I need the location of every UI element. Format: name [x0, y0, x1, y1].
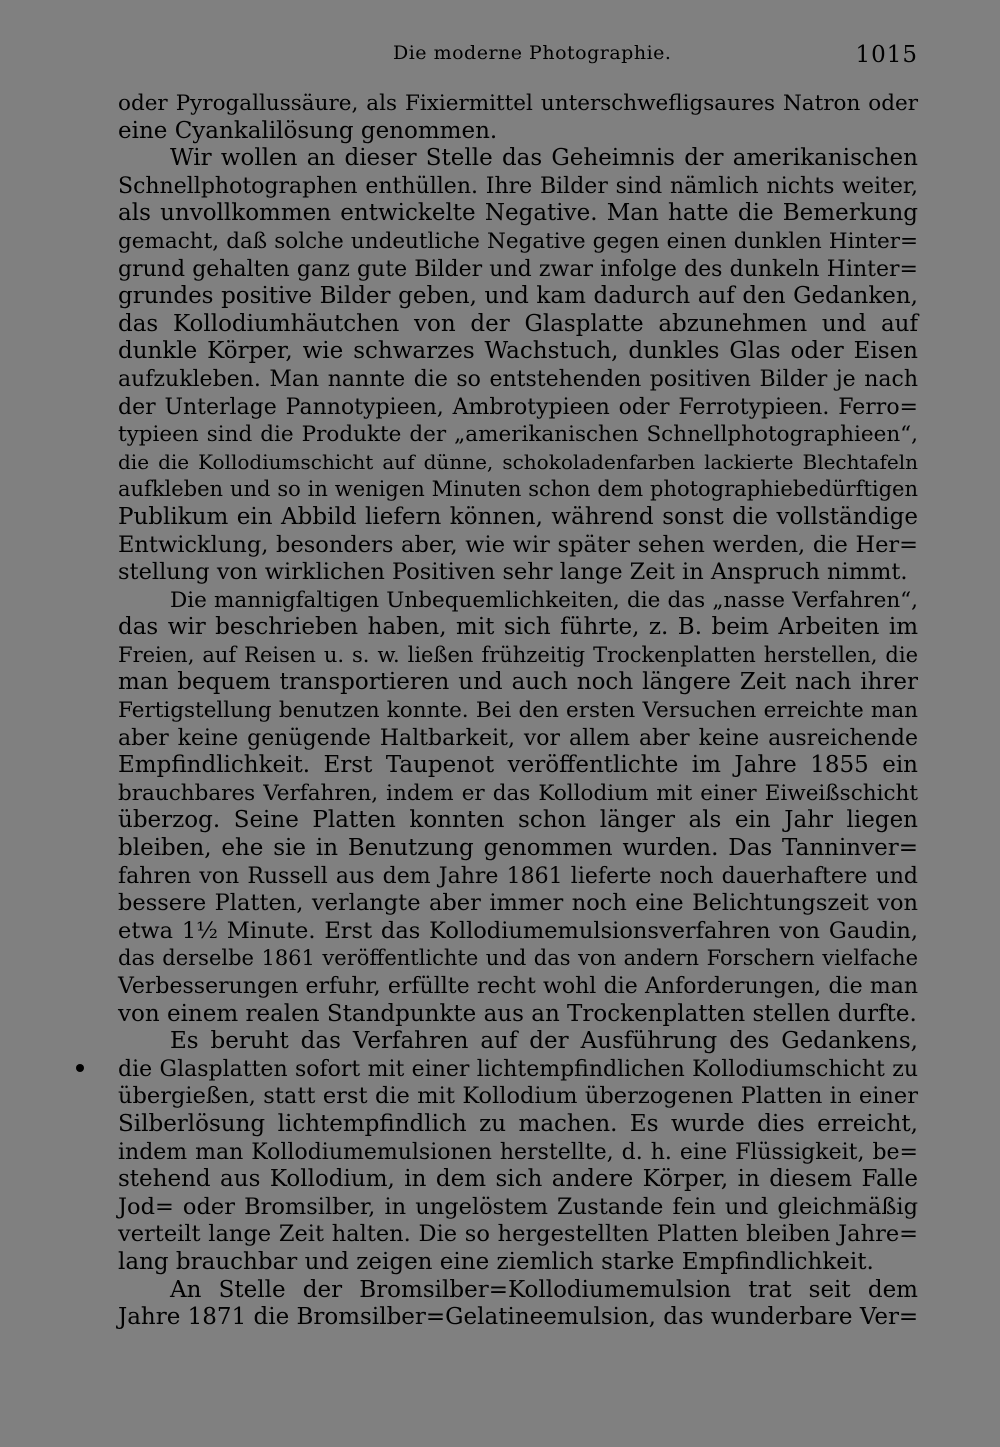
text-line: stehend aus Kollodium, in dem sich andere Körper, in diesem Falle — [118, 1166, 918, 1193]
paragraph — [118, 90, 918, 145]
running-title: Die moderne Photographie. — [393, 42, 672, 64]
paragraph — [118, 1028, 918, 1276]
text-line: Publikum ein Abbild liefern können, während sonst die vollständige — [118, 503, 918, 530]
text-line: aufzukleben. Man nannte die so entstehenden positiven Bilder je nach — [118, 366, 918, 392]
paragraph — [118, 587, 918, 1029]
text-line: Entwicklung, besonders aber, wie wir später sehen werden, die Her= — [118, 531, 918, 558]
paragraph — [118, 145, 918, 587]
text-line: etwa 1½ Minute. Erst das Kollodiumemulsionsverfahren von Gaudin, — [118, 917, 918, 944]
text-line: Es beruht das Verfahren auf der Ausführung des Gedankens, — [170, 1028, 918, 1055]
text-line: von einem realen Standpunkte aus an Trockenplatten stellen durfte. — [118, 1000, 917, 1027]
text-line: verteilt lange Zeit halten. Die so hergestellten Platten bleiben Jahre= — [118, 1221, 918, 1248]
text-line: grundes positive Bilder geben, und kam dadurch auf den Gedanken, — [118, 283, 918, 310]
text-line: brauchbares Verfahren, indem er das Kollodium mit einer Eiweißschicht — [118, 780, 918, 806]
text-line: das Kollodiumhäutchen von der Glasplatte abzunehmen und auf — [118, 310, 918, 337]
text-line: Wir wollen an dieser Stelle das Geheimnis der amerikanischen — [170, 145, 918, 172]
text-line: bessere Platten, verlangte aber immer noch eine Belichtungszeit von — [118, 890, 918, 917]
text-line: aber keine genügende Haltbarkeit, vor allem aber keine ausreichende — [118, 725, 918, 751]
text-line: stellung von wirklichen Positiven sehr lange Zeit in Anspruch nimmt. — [118, 559, 908, 586]
body-text — [118, 90, 918, 1332]
page-number: 1015 — [855, 42, 918, 68]
text-line: man bequem transportieren und auch noch längere Zeit nach ihrer — [118, 669, 918, 696]
text-line: Die mannigfaltigen Unbequemlichkeiten, die das „nasse Verfahren“, — [170, 587, 918, 613]
text-line: die Glasplatten sofort mit einer lichtempfindlichen Kollodiumschicht zu — [118, 1056, 918, 1082]
text-line: fahren von Russell aus dem Jahre 1861 lieferte noch dauerhaftere und — [118, 863, 918, 889]
text-line: überzog. Seine Platten konnten schon länger als ein Jahr liegen — [118, 807, 918, 834]
text-line: dunkle Körper, wie schwarzes Wachstuch, dunkles Glas oder Eisen — [118, 338, 918, 365]
text-line: der Unterlage Pannotypieen, Ambrotypieen oder Ferrotypieen. Ferro= — [118, 394, 918, 420]
text-line: indem man Kollodiumemulsionen herstellte, d. h. eine Flüssigkeit, be= — [118, 1139, 918, 1165]
text-line: Fertigstellung benutzen konnte. Bei den ersten Versuchen erreichte man — [118, 698, 918, 724]
text-line: oder Pyrogallussäure, als Fixiermittel unterschwefligsaures Natron oder — [118, 91, 918, 116]
text-line: übergießen, statt erst die mit Kollodium überzogenen Platten in einer — [118, 1083, 918, 1110]
text-line: Verbesserungen erfuhr, erfüllte recht wohl die Anforderungen, die man — [118, 974, 918, 999]
text-line: gemacht, daß solche undeutliche Negative gegen einen dunklen Hinter= — [118, 228, 918, 254]
margin-dot — [76, 1064, 84, 1072]
text-line: typieen sind die Produkte der „amerikanischen Schnellphotographieen“, — [118, 422, 918, 448]
text-line: das wir beschrieben haben, mit sich führte, z. B. beim Arbeiten im — [118, 614, 918, 641]
text-line: Jod= oder Bromsilber, in ungelöstem Zustande fein und gleichmäßig — [118, 1193, 918, 1220]
text-line: Empfindlichkeit. Erst Taupenot veröffentlichte im Jahre 1855 ein — [118, 752, 918, 779]
text-line: Jahre 1871 die Bromsilber=Gelatineemulsion, das wunderbare Ver= — [118, 1304, 919, 1331]
page-header — [118, 38, 918, 74]
paragraph — [118, 1277, 918, 1332]
text-line: aufkleben und so in wenigen Minuten schon dem photographiebedürftigen — [118, 477, 918, 502]
text-line: die die Kollodiumschicht auf dünne, schokoladenfarben lackierte Blechtafeln — [118, 449, 918, 474]
text-line: Silberlösung lichtempfindlich zu machen. Es wurde dies erreicht, — [118, 1110, 918, 1137]
text-line: Freien, auf Reisen u. s. w. ließen frühzeitig Trockenplatten herstellen, die — [118, 642, 918, 667]
text-line: als unvollkommen entwickelte Negative. Man hatte die Bemerkung — [118, 200, 918, 227]
text-line: bleiben, ehe sie in Benutzung genommen wurden. Das Tanninver= — [118, 835, 918, 862]
text-line: An Stelle der Bromsilber=Kollodiumemulsion trat seit dem — [170, 1276, 918, 1303]
text-line: Schnellphotographen enthüllen. Ihre Bilder sind nämlich nichts weiter, — [118, 173, 918, 199]
text-line: eine Cyankalilösung genommen. — [118, 117, 498, 144]
text-line: das derselbe 1861 veröffentlichte und das von andern Forschern vielfache — [118, 946, 918, 971]
text-line: grund gehalten ganz gute Bilder und zwar infolge des dunkeln Hinter= — [118, 256, 918, 282]
text-line: lang brauchbar und zeigen eine ziemlich starke Empfindlichkeit. — [118, 1248, 874, 1275]
